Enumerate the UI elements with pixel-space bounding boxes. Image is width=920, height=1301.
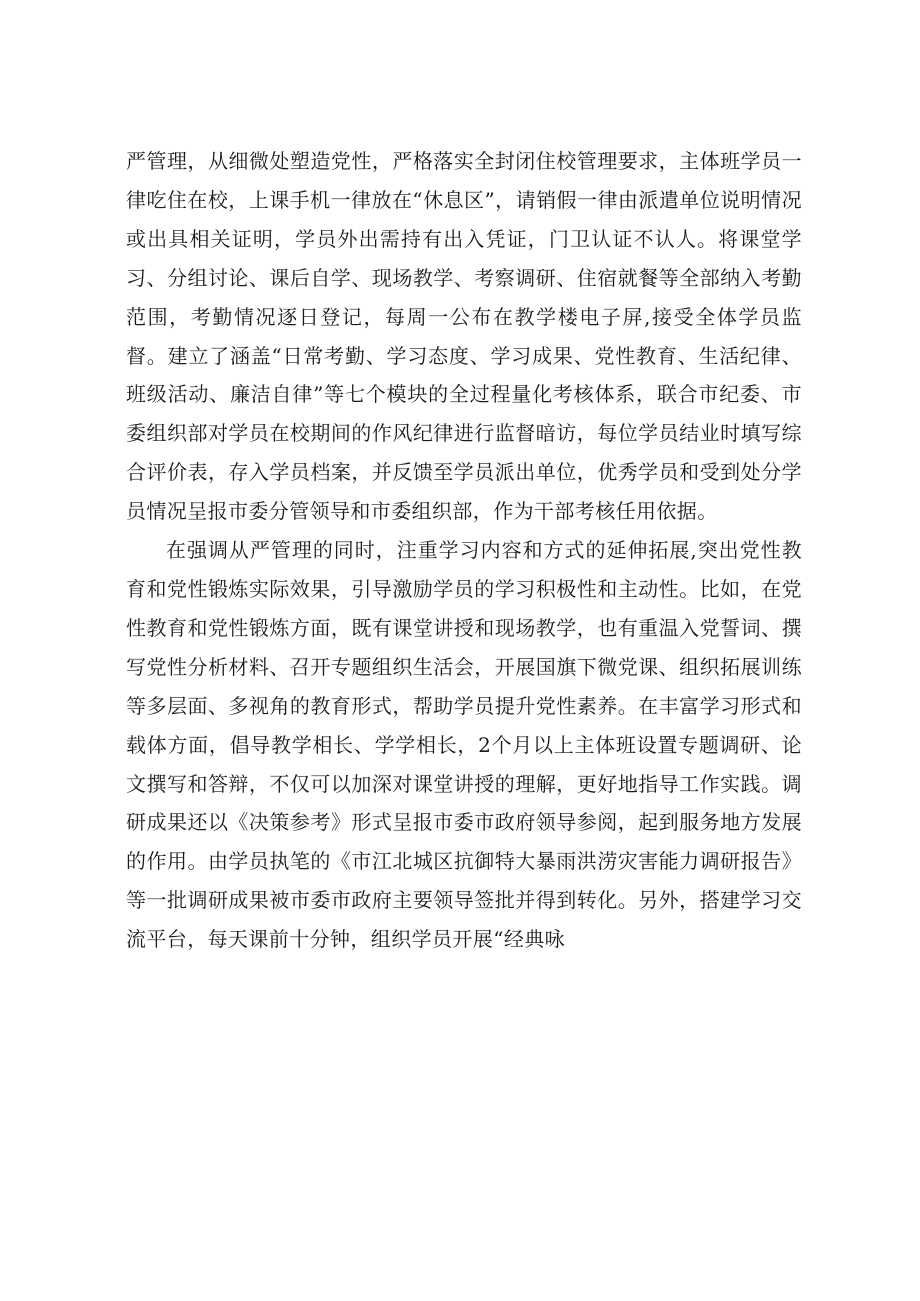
paragraph-management: 严管理，从细微处塑造党性，严格落实全封闭住校管理要求，主体班学员一律吃住在校，上课手机一律放在“休息区”，请销假一律由派遣单位说明情况或出具相关证明，学员外出需持有出入凭证，门卫认证不认人。将课堂学习、分组讨论、课后自学、现场教学、考察调研、住宿就餐等全部纳入考勤范围，考勤情况逐日登记，每周一公布在教学楼电子屏,接受全体学员监督。建立了涵盖“日常考勤、学习态度、学习成果、党性教育、生活纪律、班级活动、廉洁自律”等七个模块的全过程量化考核体系，联合市纪委、市委组织部对学员在校期间的作风纪律进行监督暗访，每位学员结业时填写综合评价表，存入学员档案，并反馈至学员派出单位，优秀学员和受到处分学员情况呈报市委分管领导和市委组织部，作为干部考核任用依据。 [126,149,802,524]
paragraph-learning: 在强调从严管理的同时，注重学习内容和方式的延伸拓展,突出党性教育和党性锻炼实际效果，引导激励学员的学习积极性和主动性。比如，在党性教育和党性锻炼方面，既有课堂讲授和现场教学，也有重温入党誓词、撰写党性分析材料、召开专题组织生活会，开展国旗下微党课、组织拓展训练等多层面、多视角的教育形式，帮助学员提升党性素养。在丰富学习形式和载体方面，倡导教学相长、学学相长，2个月以上主体班设置专题调研、论文撰写和答辩，不仅可以加深对课堂讲授的理解，更好地指导工作实践。调研成果还以《决策参考》形式呈报市委市政府领导参阅，起到服务地方发展的作用。由学员执笔的《市江北城区抗御特大暴雨洪涝灾害能力调研报告》等一批调研成果被市委市政府主要领导签批并得到转化。另外，搭建学习交流平台，每天课前十分钟，组织学员开展“经典咏 [126,538,802,952]
document-body [126,142,802,959]
